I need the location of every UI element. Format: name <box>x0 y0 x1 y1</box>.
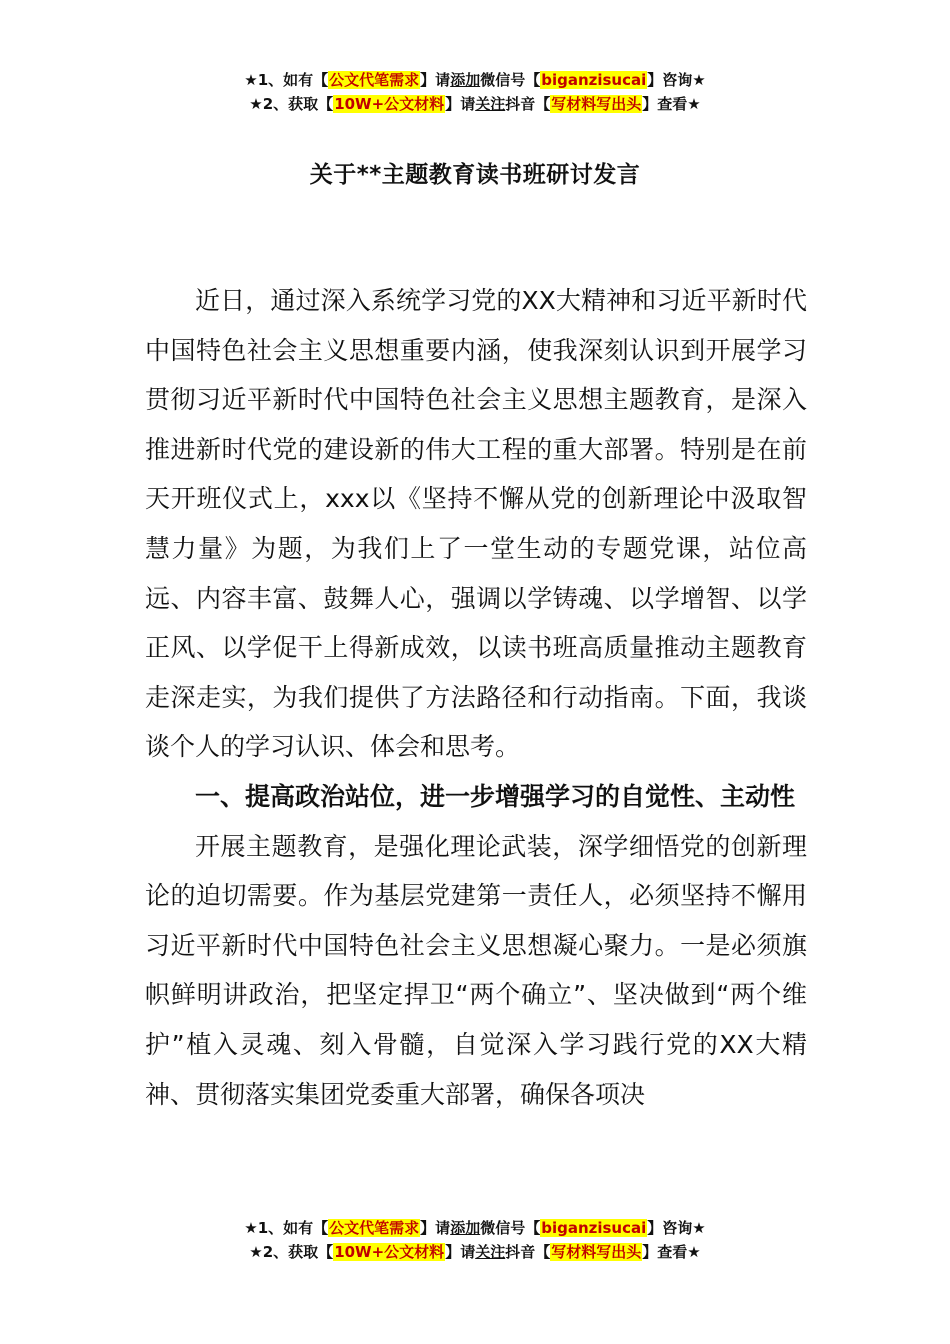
banner-line-1: ★1、如有【公文代笔需求】请添加微信号【biganzisucai】咨询★ <box>244 71 706 89</box>
highlight-service: 公文代笔需求 <box>329 1219 420 1237</box>
document-title: 关于**主题教育读书班研讨发言 <box>309 162 641 188</box>
banner-line-2: ★2、获取【10W+公文材料】请关注抖音【写材料写出头】查看★ <box>249 1243 701 1261</box>
document-body <box>145 276 807 1119</box>
highlight-materials: 10W+公文材料 <box>334 1243 445 1261</box>
header-banner <box>0 68 950 116</box>
highlight-wechat-id: biganzisucai <box>541 71 647 89</box>
highlight-douyin-account: 写材料写出头 <box>551 95 642 113</box>
banner-line-2: ★2、获取【10W+公文材料】请关注抖音【写材料写出头】查看★ <box>249 95 701 113</box>
highlight-wechat-id: biganzisucai <box>541 1219 647 1237</box>
highlight-service: 公文代笔需求 <box>329 71 420 89</box>
paragraph: 近日，通过深入系统学习党的XX大精神和习近平新时代中国特色社会主义思想重要内涵，使我深刻认识到开展学习贯彻习近平新时代中国特色社会主义思想主题教育，是深入推进新时代党的建设新的伟大工程的重大部署。特别是在前天开班仪式上，xxx以《坚持不懈从党的创新理论中汲取智慧力量》为题，为我们上了一堂生动的专题党课，站位高远、内容丰富、鼓舞人心，强调以学铸魂、以学增智、以学正风、以学促干上得新成效，以读书班高质量推动主题教育走深走实，为我们提供了方法路径和行动指南。下面，我谈谈个人的学习认识、体会和思考。 <box>145 286 807 762</box>
footer-banner <box>0 1216 950 1264</box>
banner-line-1: ★1、如有【公文代笔需求】请添加微信号【biganzisucai】咨询★ <box>244 1219 706 1237</box>
section-heading: 一、提高政治站位，进一步增强学习的自觉性、主动性 <box>195 781 796 811</box>
highlight-materials: 10W+公文材料 <box>334 95 445 113</box>
paragraph: 开展主题教育，是强化理论武装，深学细悟党的创新理论的迫切需要。作为基层党建第一责任人，必须坚持不懈用习近平新时代中国特色社会主义思想凝心聚力。一是必须旗帜鲜明讲政治，把坚定捍卫“两个确立”、坚决做到“两个维护”植入灵魂、刻入骨髓，自觉深入学习践行党的XX大精神、贯彻落实集团党委重大部署，确保各项决 <box>145 831 807 1109</box>
highlight-douyin-account: 写材料写出头 <box>551 1243 642 1261</box>
